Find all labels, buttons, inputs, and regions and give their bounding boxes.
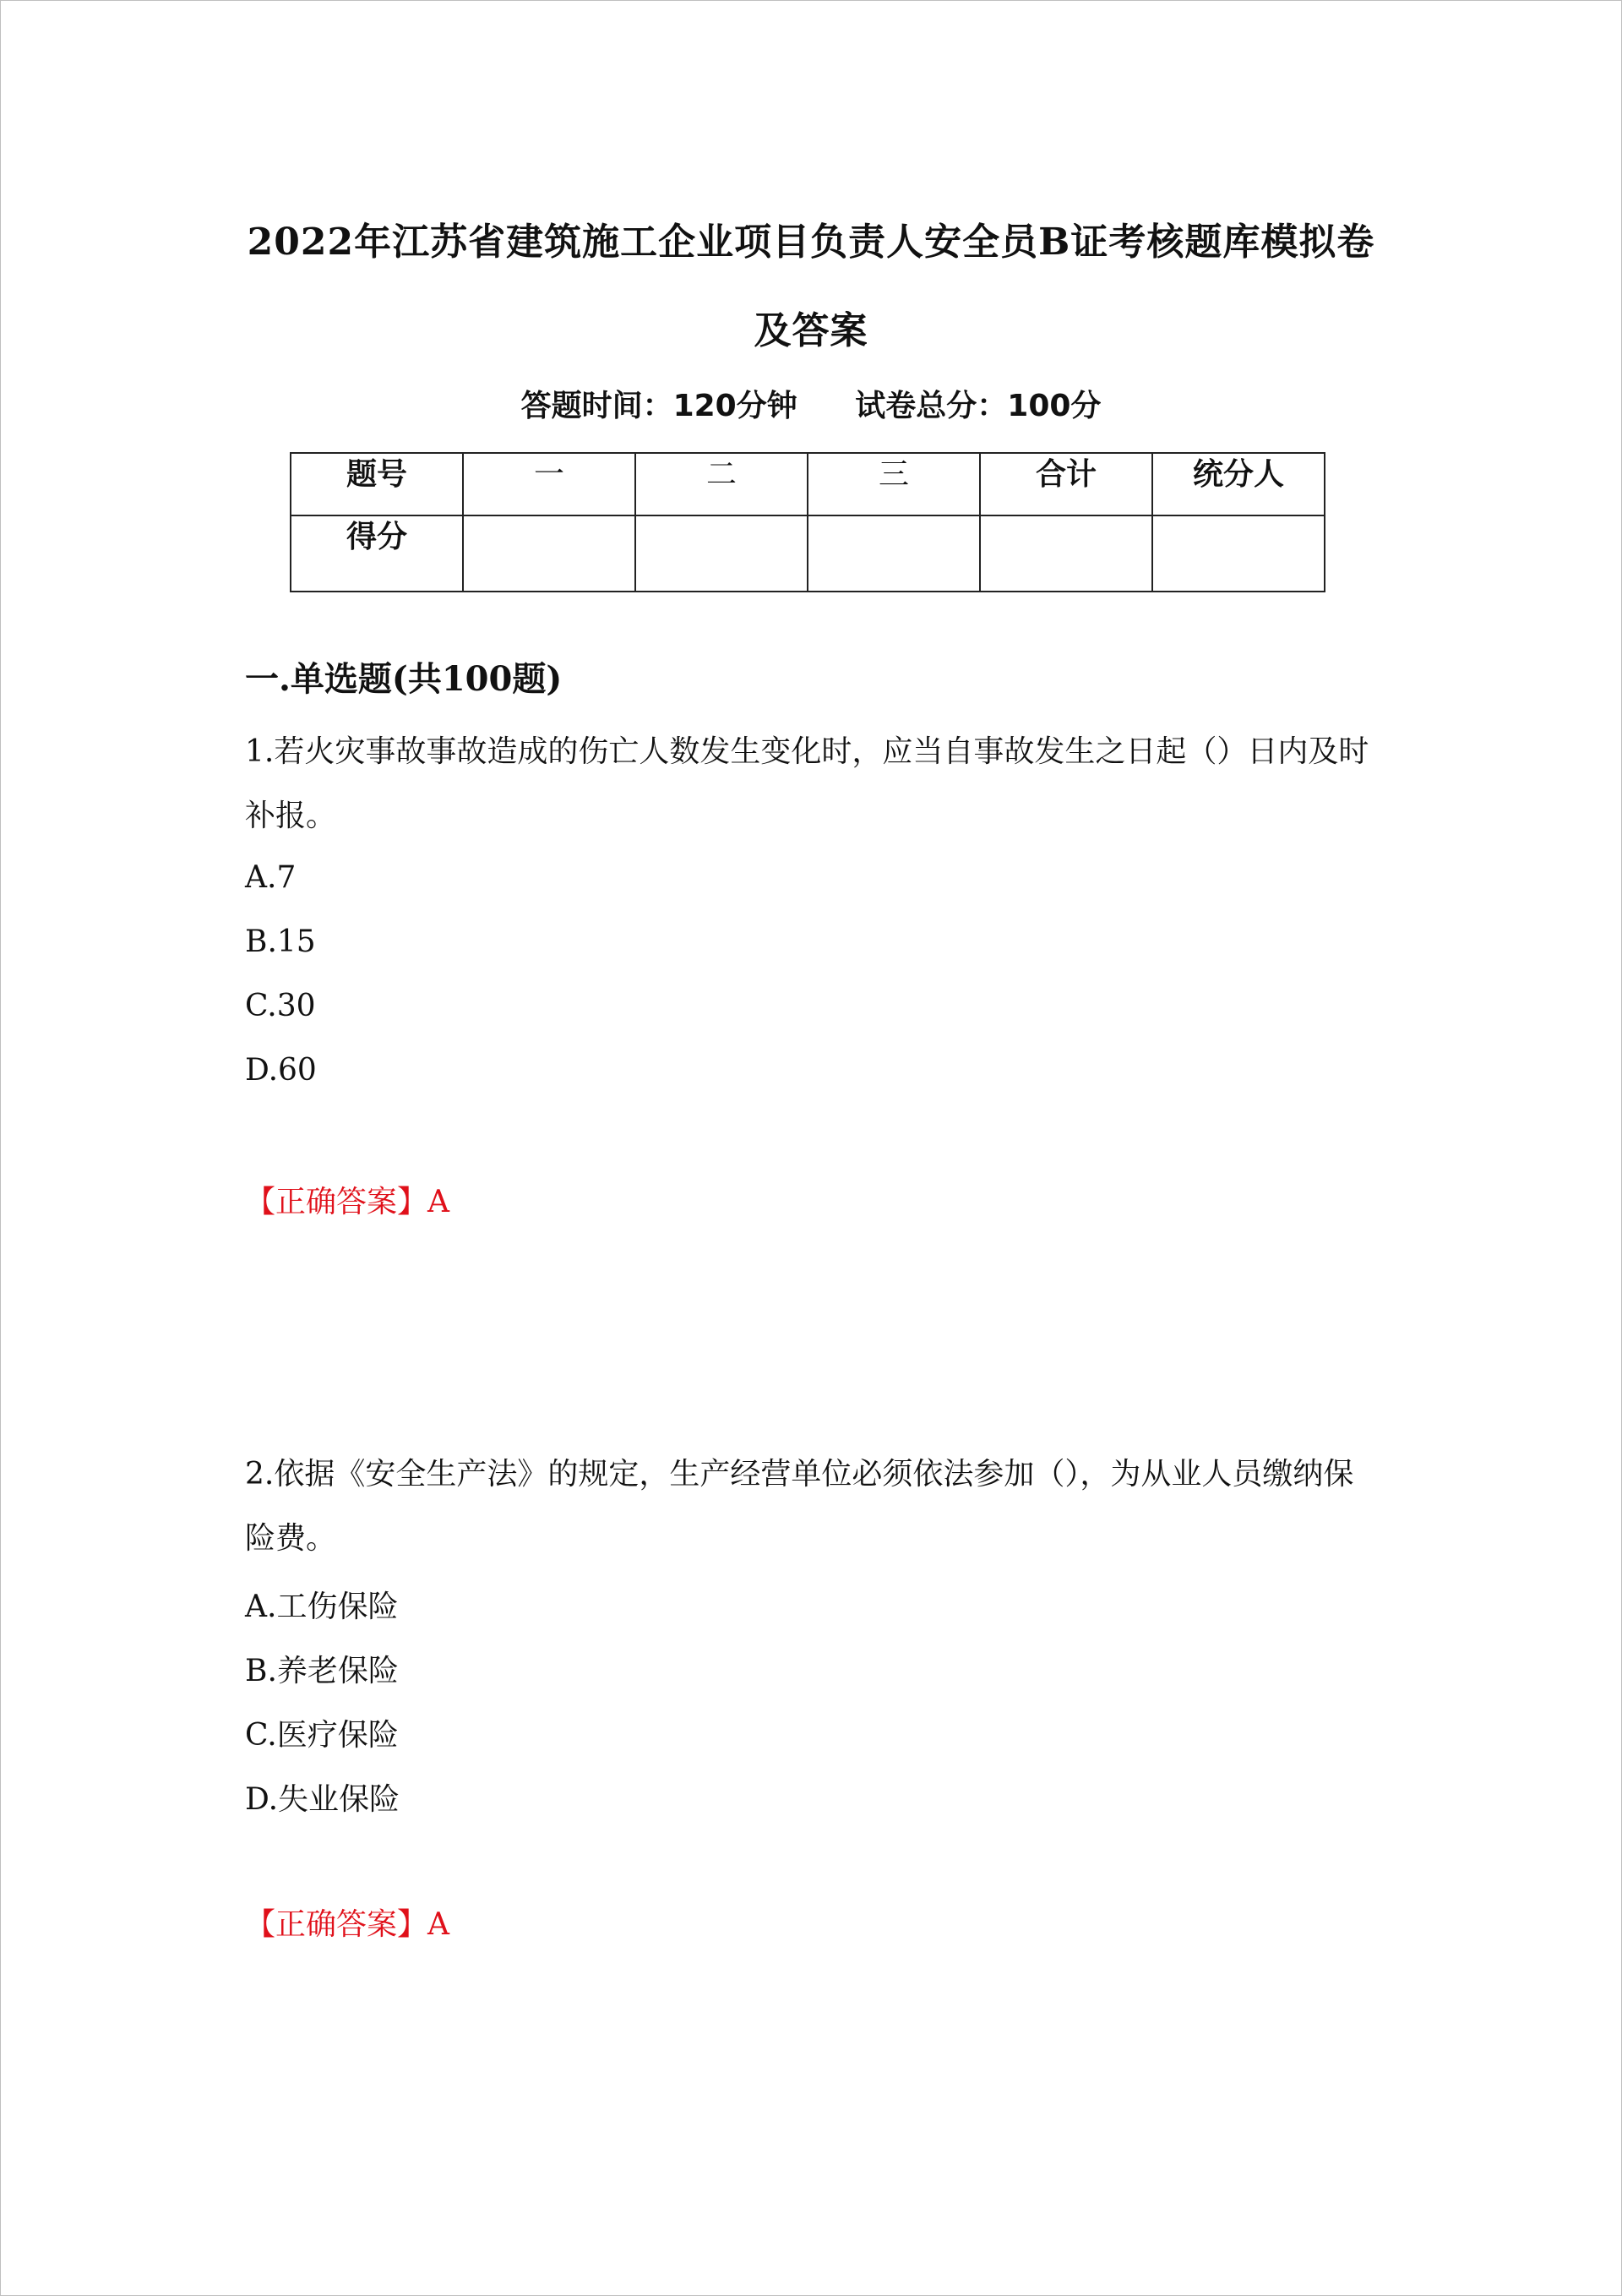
score-table-header-cell: 统分人 [1152, 453, 1325, 515]
exam-total-score: 试卷总分：100分 [855, 389, 1102, 423]
exam-time: 答题时间：120分钟 [520, 389, 797, 423]
score-cell [635, 515, 808, 592]
score-cell [1152, 515, 1325, 592]
score-cell [463, 515, 635, 592]
score-table [290, 452, 1325, 592]
score-table-header-cell: 三 [808, 453, 980, 515]
question-option: B.15 [245, 924, 316, 959]
question-option: D.60 [245, 1053, 317, 1088]
question-option: A.工伤保险 [245, 1590, 399, 1624]
score-cell [808, 515, 980, 592]
question-option: C.30 [245, 989, 316, 1023]
score-row-label: 得分 [291, 515, 463, 592]
question-option: C.医疗保险 [245, 1718, 399, 1753]
score-table-header-cell: 二 [635, 453, 808, 515]
question-option: D.失业保险 [245, 1782, 400, 1817]
question-option: B.养老保险 [245, 1654, 399, 1688]
score-table-score-row [291, 515, 1325, 592]
question-option: A.7 [245, 860, 297, 895]
doc-title-line1: 2022年江苏省建筑施工企业项目负责人安全员B证考核题库模拟卷 [247, 221, 1375, 264]
question-stem: 2.依据《安全生产法》的规定，生产经营单位必须依法参加（），为从业人员缴纳保险费。 [245, 1457, 1354, 1556]
exam-meta [245, 382, 1377, 425]
score-table-header-cell: 合计 [980, 453, 1152, 515]
section-heading: 一.单选题(共100题) [245, 659, 563, 699]
score-table-header-cell: 一 [463, 453, 635, 515]
doc-title-line2: 及答案 [754, 309, 868, 352]
score-table-header-row [291, 453, 1325, 515]
correct-answer: 【正确答案】A [245, 1907, 449, 1942]
question-stem: 1.若火灾事故事故造成的伤亡人数发生变化时，应当自事故发生之日起（）日内及时补报。 [245, 734, 1369, 833]
correct-answer: 【正确答案】A [245, 1185, 449, 1219]
score-cell [980, 515, 1152, 592]
score-table-header-cell: 题号 [291, 453, 463, 515]
